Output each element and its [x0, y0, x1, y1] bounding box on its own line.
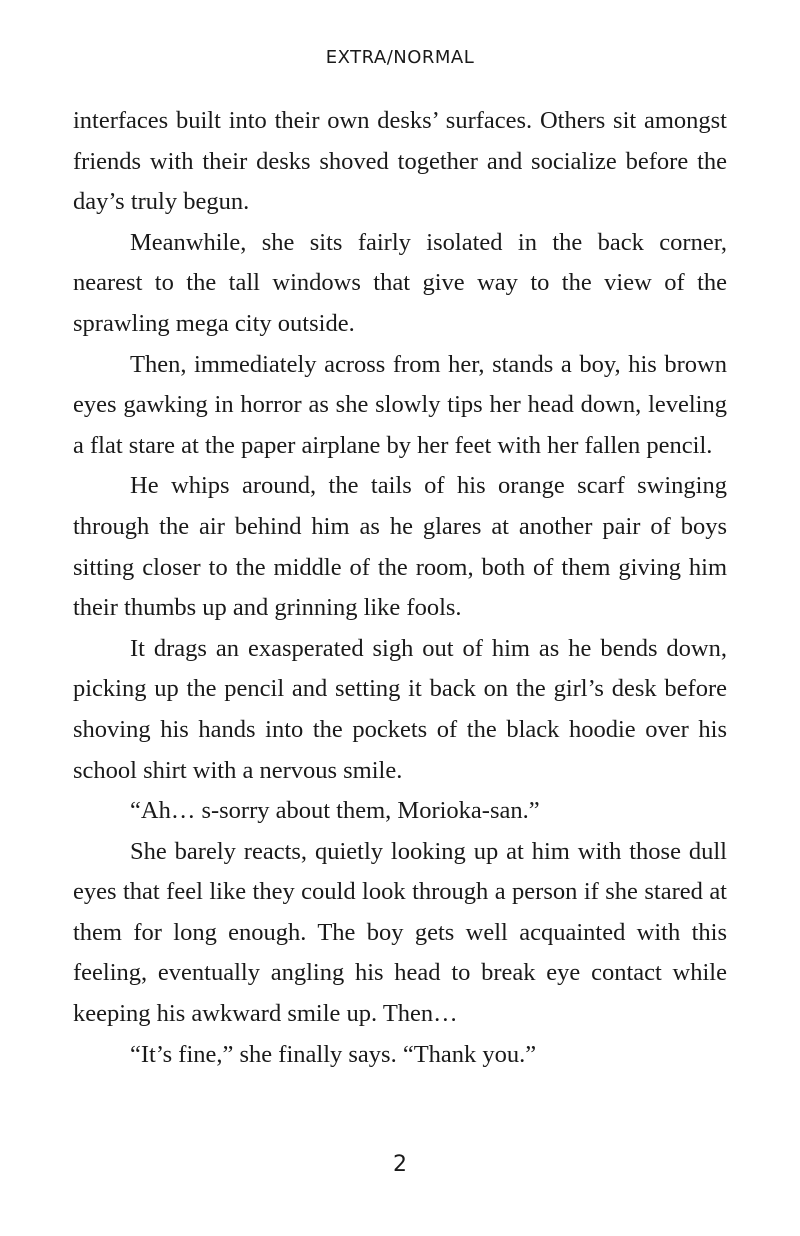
- paragraph-1: interfaces built into their own desks’ surfaces. Others sit amongst friends with their desks shoved together and socialize before the day’s truly begun.: [73, 107, 727, 216]
- paragraph-2: Meanwhile, she sits fairly isolated in the back corner, nearest to the tall windows that give way to the view of the sprawling mega city outside.: [73, 228, 727, 337]
- page-number: 2: [393, 1152, 407, 1177]
- paragraph-6: “Ah… s-sorry about them, Morioka-san.”: [130, 797, 540, 825]
- paragraph-7: She barely reacts, quietly looking up at him with those dull eyes that feel like they could look through a person if she stared at them for long enough. The boy gets well acquainted with this feeling, eventually angling his head to break eye contact while keeping his awkward smile up. Then…: [73, 837, 727, 1028]
- paragraph-8: “It’s fine,” she finally says. “Thank you.”: [130, 1040, 537, 1068]
- paragraph-3: Then, immediately across from her, stands a boy, his brown eyes gawking in horror as she slowly tips her head down, leveling a flat stare at the paper airplane by her feet with her fallen pencil.: [73, 350, 727, 459]
- paragraph-5: It drags an exasperated sigh out of him as he bends down, picking up the pencil and setting it back on the girl’s desk before shoving his hands into the pockets of the black hoodie over his school shirt with a nervous smile.: [73, 634, 727, 784]
- running-header: EXTRA/NORMAL: [325, 47, 475, 68]
- page-body: [73, 101, 727, 1075]
- paragraph-4: He whips around, the tails of his orange scarf swinging through the air behind him as he glares at another pair of boys sitting closer to the middle of the room, both of them giving him their thumbs up and grinning like fools.: [73, 472, 727, 622]
